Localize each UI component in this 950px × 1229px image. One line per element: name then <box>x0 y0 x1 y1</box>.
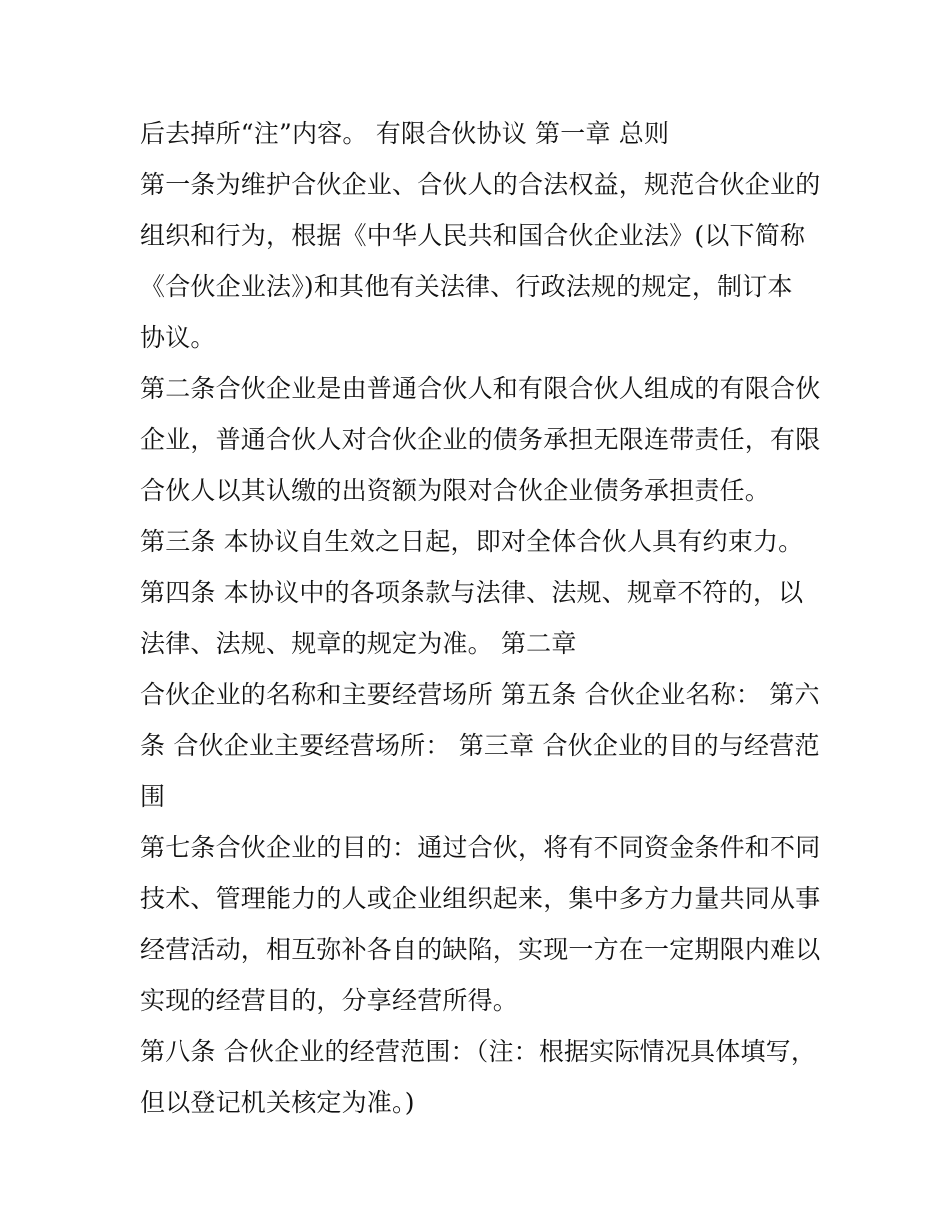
text-line: 第四条 本协议中的各项条款与法律、法规、规章不符的，以 <box>140 578 804 607</box>
text-line: 第三条 本协议自生效之日起，即对全体合伙人具有约束力。 <box>140 527 804 556</box>
text-line: 合伙企业的名称和主要经营场所 第五条 合伙企业名称： 第六 <box>140 680 820 709</box>
text-line: 条 合伙企业主要经营场所： 第三章 合伙企业的目的与经营范 <box>140 731 820 760</box>
text-line: 第七条合伙企业的目的：通过合伙，将有不同资金条件和不同 <box>140 833 821 862</box>
text-line: 组织和行为，根据《中华人民共和国合伙企业法》(以下简称 <box>140 221 806 250</box>
text-line: 法律、法规、规章的规定为准。 第二章 <box>140 629 577 658</box>
text-line: 协议。 <box>140 323 216 352</box>
text-line: 围 <box>140 782 166 811</box>
text-line: 经营活动，相互弥补各自的缺陷，实现一方在一定期限内难以 <box>140 935 821 964</box>
document-body <box>140 108 830 1128</box>
text-line: 合伙人以其认缴的出资额为限对合伙企业债务承担责任。 <box>140 476 771 505</box>
text-line: 第八条 合伙企业的经营范围：（注：根据实际情况具体填写， <box>140 1037 817 1066</box>
text-line: 技术、管理能力的人或企业组织起来，集中多方力量共同从事 <box>140 884 821 913</box>
text-line: 但以登记机关核定为准。) <box>140 1088 415 1117</box>
text-line: 后去掉所“注”内容。 有限合伙协议 第一章 总则 <box>140 119 670 148</box>
text-line: 第一条为维护合伙企业、合伙人的合法权益，规范合伙企业的 <box>140 170 821 199</box>
text-line: 《合伙企业法》)和其他有关法律、行政法规的规定，制订本 <box>140 272 793 301</box>
text-line: 第二条合伙企业是由普通合伙人和有限合伙人组成的有限合伙 <box>140 374 821 403</box>
text-line: 企业，普通合伙人对合伙企业的债务承担无限连带责任，有限 <box>140 425 821 454</box>
text-line: 实现的经营目的，分享经营所得。 <box>140 986 519 1015</box>
